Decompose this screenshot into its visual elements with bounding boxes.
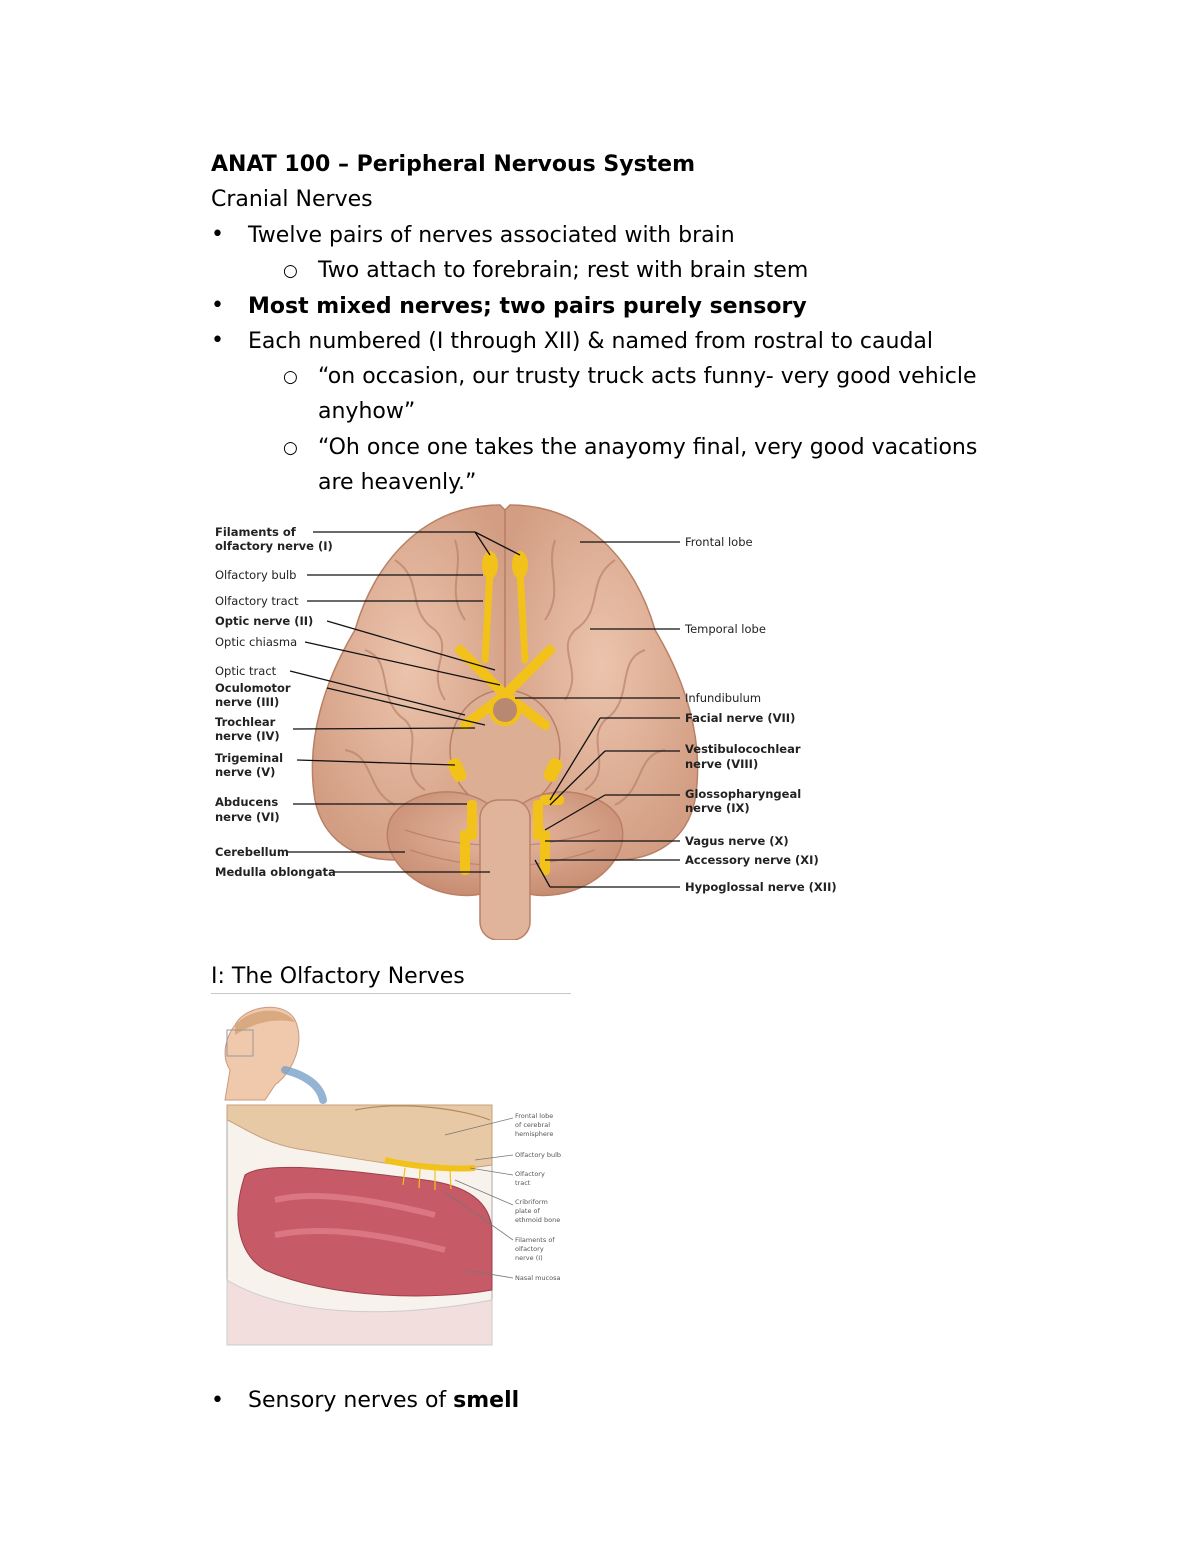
mnemonic-2-line-2: are heavenly.” — [318, 470, 477, 495]
sub-bullet-text: Two attach to forebrain; rest with brain stem — [318, 258, 809, 283]
nasal-label-tract: tract — [515, 1179, 531, 1187]
bullet-text-bold: Most mixed nerves; two pairs purely sensory — [248, 294, 807, 319]
label-glossopharyngeal-nerve: nerve (IX) — [685, 801, 750, 815]
label-facial-nerve: Facial nerve (VII) — [685, 711, 796, 725]
brain-inferior-view-figure — [205, 500, 865, 940]
nasal-label-plate-of: plate of — [515, 1207, 540, 1215]
nasal-label-olfactory-2: olfactory — [515, 1245, 544, 1253]
label-trochlear-nerve: nerve (IV) — [215, 729, 280, 743]
bullet-text: Each numbered (I through XII) & named from rostral to caudal — [248, 329, 933, 354]
label-abducens-nerve: nerve (VI) — [215, 810, 280, 824]
label-vestibulocochlear: Vestibulocochlear — [685, 742, 801, 756]
label-vestibulocochlear-nerve: nerve (VIII) — [685, 757, 759, 771]
page-title: ANAT 100 – Peripheral Nervous System — [211, 152, 696, 177]
nasal-label-cribriform: Cribriform — [515, 1198, 548, 1206]
label-trigeminal: Trigeminal — [215, 751, 284, 765]
nasal-label-filaments-of: Filaments of — [515, 1236, 555, 1244]
mnemonic-2-line-1: “Oh once one takes the anayomy final, very good vacations — [318, 435, 978, 460]
nasal-label-hemisphere: hemisphere — [515, 1130, 554, 1138]
label-olfactory-nerve-i: olfactory nerve (I) — [215, 539, 333, 553]
mnemonic-1-line-2: anyhow” — [318, 399, 416, 424]
nasal-label-nerve-i: nerve (I) — [515, 1254, 543, 1262]
label-oculomotor: Oculomotor — [215, 681, 291, 695]
mnemonic-1-line-1: “on occasion, our trusty truck acts funny- very good vehicle — [318, 364, 977, 389]
nasal-label-of-cerebral: of cerebral — [515, 1121, 551, 1129]
nasal-label-olfactory: Olfactory — [515, 1170, 545, 1178]
label-hypoglossal-nerve: Hypoglossal nerve (XII) — [685, 880, 837, 894]
bullet-icon: • — [211, 222, 224, 247]
olfactory-nasal-figure — [205, 1000, 575, 1350]
bullet-icon: • — [211, 1388, 224, 1413]
bullet-icon: • — [211, 328, 224, 353]
bullet-smell-bold: smell — [453, 1388, 520, 1413]
label-oculomotor-nerve: nerve (III) — [215, 695, 280, 709]
nasal-label-nasal-mucosa: Nasal mucosa — [515, 1274, 561, 1282]
label-optic-tract: Optic tract — [215, 664, 277, 678]
label-accessory-nerve: Accessory nerve (XI) — [685, 853, 819, 867]
section-heading-olfactory: I: The Olfactory Nerves — [211, 964, 465, 989]
bullet-icon: • — [211, 293, 224, 318]
label-glossopharyngeal: Glossopharyngeal — [685, 787, 802, 801]
bullet-text: Twelve pairs of nerves associated with brain — [248, 223, 735, 248]
label-vagus-nerve: Vagus nerve (X) — [685, 834, 789, 848]
label-olfactory-tract: Olfactory tract — [215, 594, 299, 608]
bullet-smell-prefix: Sensory nerves of — [248, 1388, 454, 1413]
label-trochlear: Trochlear — [215, 715, 276, 729]
section-heading-cranial-nerves: Cranial Nerves — [211, 187, 373, 212]
nasal-label-ethmoid-bone: ethmoid bone — [515, 1216, 561, 1224]
section-rule — [211, 993, 571, 994]
label-optic-chiasma: Optic chiasma — [215, 635, 298, 649]
label-cerebellum: Cerebellum — [215, 845, 289, 859]
label-frontal-lobe: Frontal lobe — [685, 535, 753, 549]
bullet-smell — [248, 1386, 519, 1416]
sub-bullet-icon: ○ — [283, 438, 298, 458]
label-optic-nerve: Optic nerve (II) — [215, 614, 314, 628]
label-temporal-lobe: Temporal lobe — [685, 622, 766, 636]
label-filaments-olfactory: Filaments of — [215, 525, 296, 539]
label-olfactory-bulb: Olfactory bulb — [215, 568, 297, 582]
nasal-label-frontal-lobe: Frontal lobe — [515, 1112, 554, 1120]
label-medulla-oblongata: Medulla oblongata — [215, 865, 336, 879]
label-infundibulum: Infundibulum — [685, 691, 762, 705]
nasal-label-olfactory-bulb: Olfactory bulb — [515, 1151, 562, 1159]
sub-bullet-icon: ○ — [283, 261, 298, 281]
label-abducens: Abducens — [215, 795, 279, 809]
sub-bullet-icon: ○ — [283, 367, 298, 387]
label-trigeminal-nerve: nerve (V) — [215, 765, 276, 779]
